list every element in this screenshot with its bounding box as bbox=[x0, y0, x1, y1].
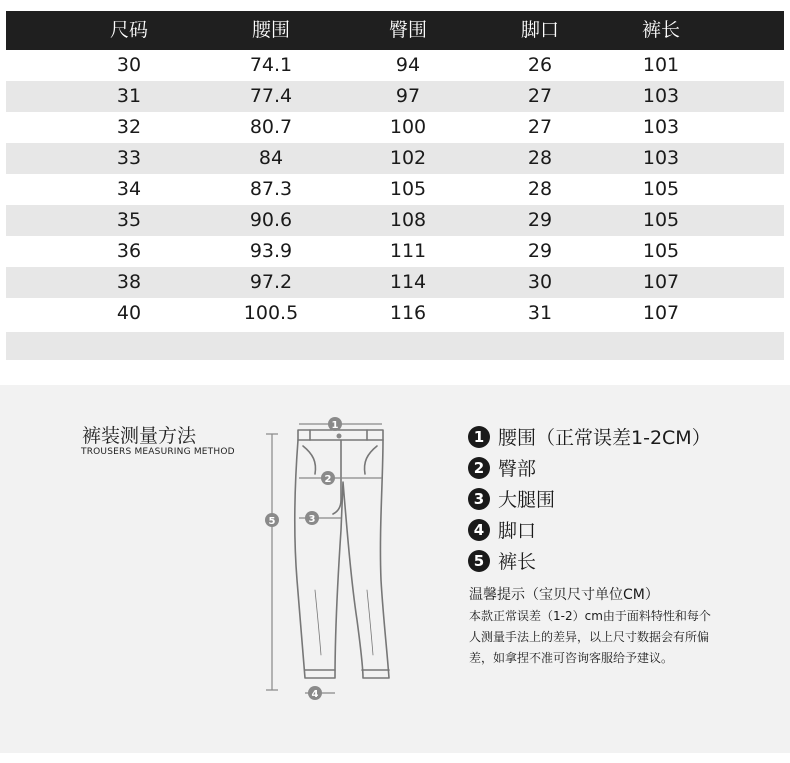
legend-item-hip bbox=[468, 452, 711, 483]
legend-label: 裤长 bbox=[498, 551, 537, 573]
cell-waist: 87.3 bbox=[249, 178, 293, 200]
cell-waist: 97.2 bbox=[249, 271, 293, 293]
table-row bbox=[6, 143, 784, 174]
cell-length: 103 bbox=[642, 147, 680, 169]
cell-length: 105 bbox=[642, 240, 680, 262]
size-table bbox=[6, 11, 784, 360]
number-badge-icon: 3 bbox=[468, 488, 490, 510]
cell-waist: 77.4 bbox=[249, 85, 293, 107]
svg-text:1: 1 bbox=[331, 420, 339, 431]
marker-4 bbox=[308, 686, 322, 700]
measuring-legend bbox=[468, 421, 711, 576]
table-row bbox=[6, 236, 784, 267]
tip-body: 本款正常误差（1-2）cm由于面料特性和每个人测量手法上的差异，以上尺寸数据会有所偏差，如拿捏不准可咨询客服给予建议。 bbox=[469, 609, 711, 665]
table-row bbox=[6, 50, 784, 81]
svg-text:3: 3 bbox=[308, 514, 316, 525]
cell-waist: 90.6 bbox=[249, 209, 293, 231]
legend-item-waist bbox=[468, 421, 711, 452]
header-waist: 腰围 bbox=[251, 19, 290, 41]
table-header bbox=[6, 11, 784, 50]
marker-1 bbox=[328, 417, 342, 431]
measuring-panel bbox=[0, 385, 790, 753]
cell-size: 35 bbox=[116, 209, 142, 231]
cell-waist: 80.7 bbox=[249, 116, 293, 138]
table-row bbox=[6, 81, 784, 112]
legend-label: 脚口 bbox=[498, 520, 537, 542]
legend-item-leg-opening bbox=[468, 514, 711, 545]
trousers-diagram bbox=[255, 410, 425, 710]
cell-waist: 74.1 bbox=[249, 54, 293, 76]
cell-waist: 93.9 bbox=[249, 240, 293, 262]
cell-length: 101 bbox=[642, 54, 680, 76]
cell-leg-opening: 29 bbox=[527, 209, 553, 231]
cell-length: 105 bbox=[642, 209, 680, 231]
cell-leg-opening: 26 bbox=[527, 54, 553, 76]
svg-text:4: 4 bbox=[311, 689, 319, 700]
cell-size: 34 bbox=[116, 178, 142, 200]
number-badge-icon: 4 bbox=[468, 519, 490, 541]
table-row bbox=[6, 174, 784, 205]
marker-2 bbox=[321, 471, 335, 485]
cell-size: 33 bbox=[116, 147, 142, 169]
cell-size: 36 bbox=[116, 240, 142, 262]
cell-hip: 94 bbox=[395, 54, 421, 76]
cell-length: 103 bbox=[642, 85, 680, 107]
cell-leg-opening: 29 bbox=[527, 240, 553, 262]
legend-item-length bbox=[468, 545, 711, 576]
cell-leg-opening: 27 bbox=[527, 85, 553, 107]
marker-5 bbox=[265, 513, 279, 527]
table-row bbox=[6, 205, 784, 236]
cell-size: 40 bbox=[116, 302, 142, 324]
header-hip: 臀围 bbox=[388, 19, 427, 41]
cell-length: 103 bbox=[642, 116, 680, 138]
cell-hip: 114 bbox=[389, 271, 427, 293]
cell-hip: 105 bbox=[389, 178, 427, 200]
tip-title: 温馨提示（宝贝尺寸单位CM） bbox=[469, 587, 659, 603]
header-leg-opening: 脚口 bbox=[520, 19, 559, 41]
cell-size: 38 bbox=[116, 271, 142, 293]
cell-leg-opening: 30 bbox=[527, 271, 553, 293]
number-badge-icon: 2 bbox=[468, 457, 490, 479]
marker-3 bbox=[305, 511, 319, 525]
number-badge-icon: 1 bbox=[468, 426, 490, 448]
legend-label: 臀部 bbox=[498, 458, 537, 480]
cell-leg-opening: 28 bbox=[527, 147, 553, 169]
cell-length: 107 bbox=[642, 271, 680, 293]
measuring-subtitle: TROUSERS MEASURING METHOD bbox=[81, 447, 235, 457]
cell-hip: 102 bbox=[389, 147, 427, 169]
svg-text:2: 2 bbox=[324, 474, 332, 485]
table-body bbox=[6, 50, 784, 329]
cell-waist: 84 bbox=[258, 147, 284, 169]
measuring-title: 裤装测量方法 bbox=[82, 425, 197, 447]
cell-hip: 111 bbox=[389, 240, 427, 262]
legend-label: 腰围（正常误差1-2CM） bbox=[498, 427, 711, 449]
cell-waist: 100.5 bbox=[243, 302, 299, 324]
table-row bbox=[6, 112, 784, 143]
cell-leg-opening: 27 bbox=[527, 116, 553, 138]
legend-item-thigh bbox=[468, 483, 711, 514]
cell-length: 105 bbox=[642, 178, 680, 200]
cell-length: 107 bbox=[642, 302, 680, 324]
svg-text:5: 5 bbox=[268, 516, 276, 527]
cell-size: 32 bbox=[116, 116, 142, 138]
cell-hip: 97 bbox=[395, 85, 421, 107]
table-blank-row bbox=[6, 332, 784, 360]
cell-size: 30 bbox=[116, 54, 142, 76]
cell-hip: 116 bbox=[389, 302, 427, 324]
number-badge-icon: 5 bbox=[468, 550, 490, 572]
cell-leg-opening: 28 bbox=[527, 178, 553, 200]
table-row bbox=[6, 267, 784, 298]
cell-leg-opening: 31 bbox=[527, 302, 553, 324]
cell-size: 31 bbox=[116, 85, 142, 107]
cell-hip: 108 bbox=[389, 209, 427, 231]
warm-tip bbox=[469, 584, 769, 669]
header-size: 尺码 bbox=[109, 19, 148, 41]
legend-label: 大腿围 bbox=[498, 489, 556, 511]
cell-hip: 100 bbox=[389, 116, 427, 138]
header-length: 裤长 bbox=[641, 19, 680, 41]
table-row bbox=[6, 298, 784, 329]
